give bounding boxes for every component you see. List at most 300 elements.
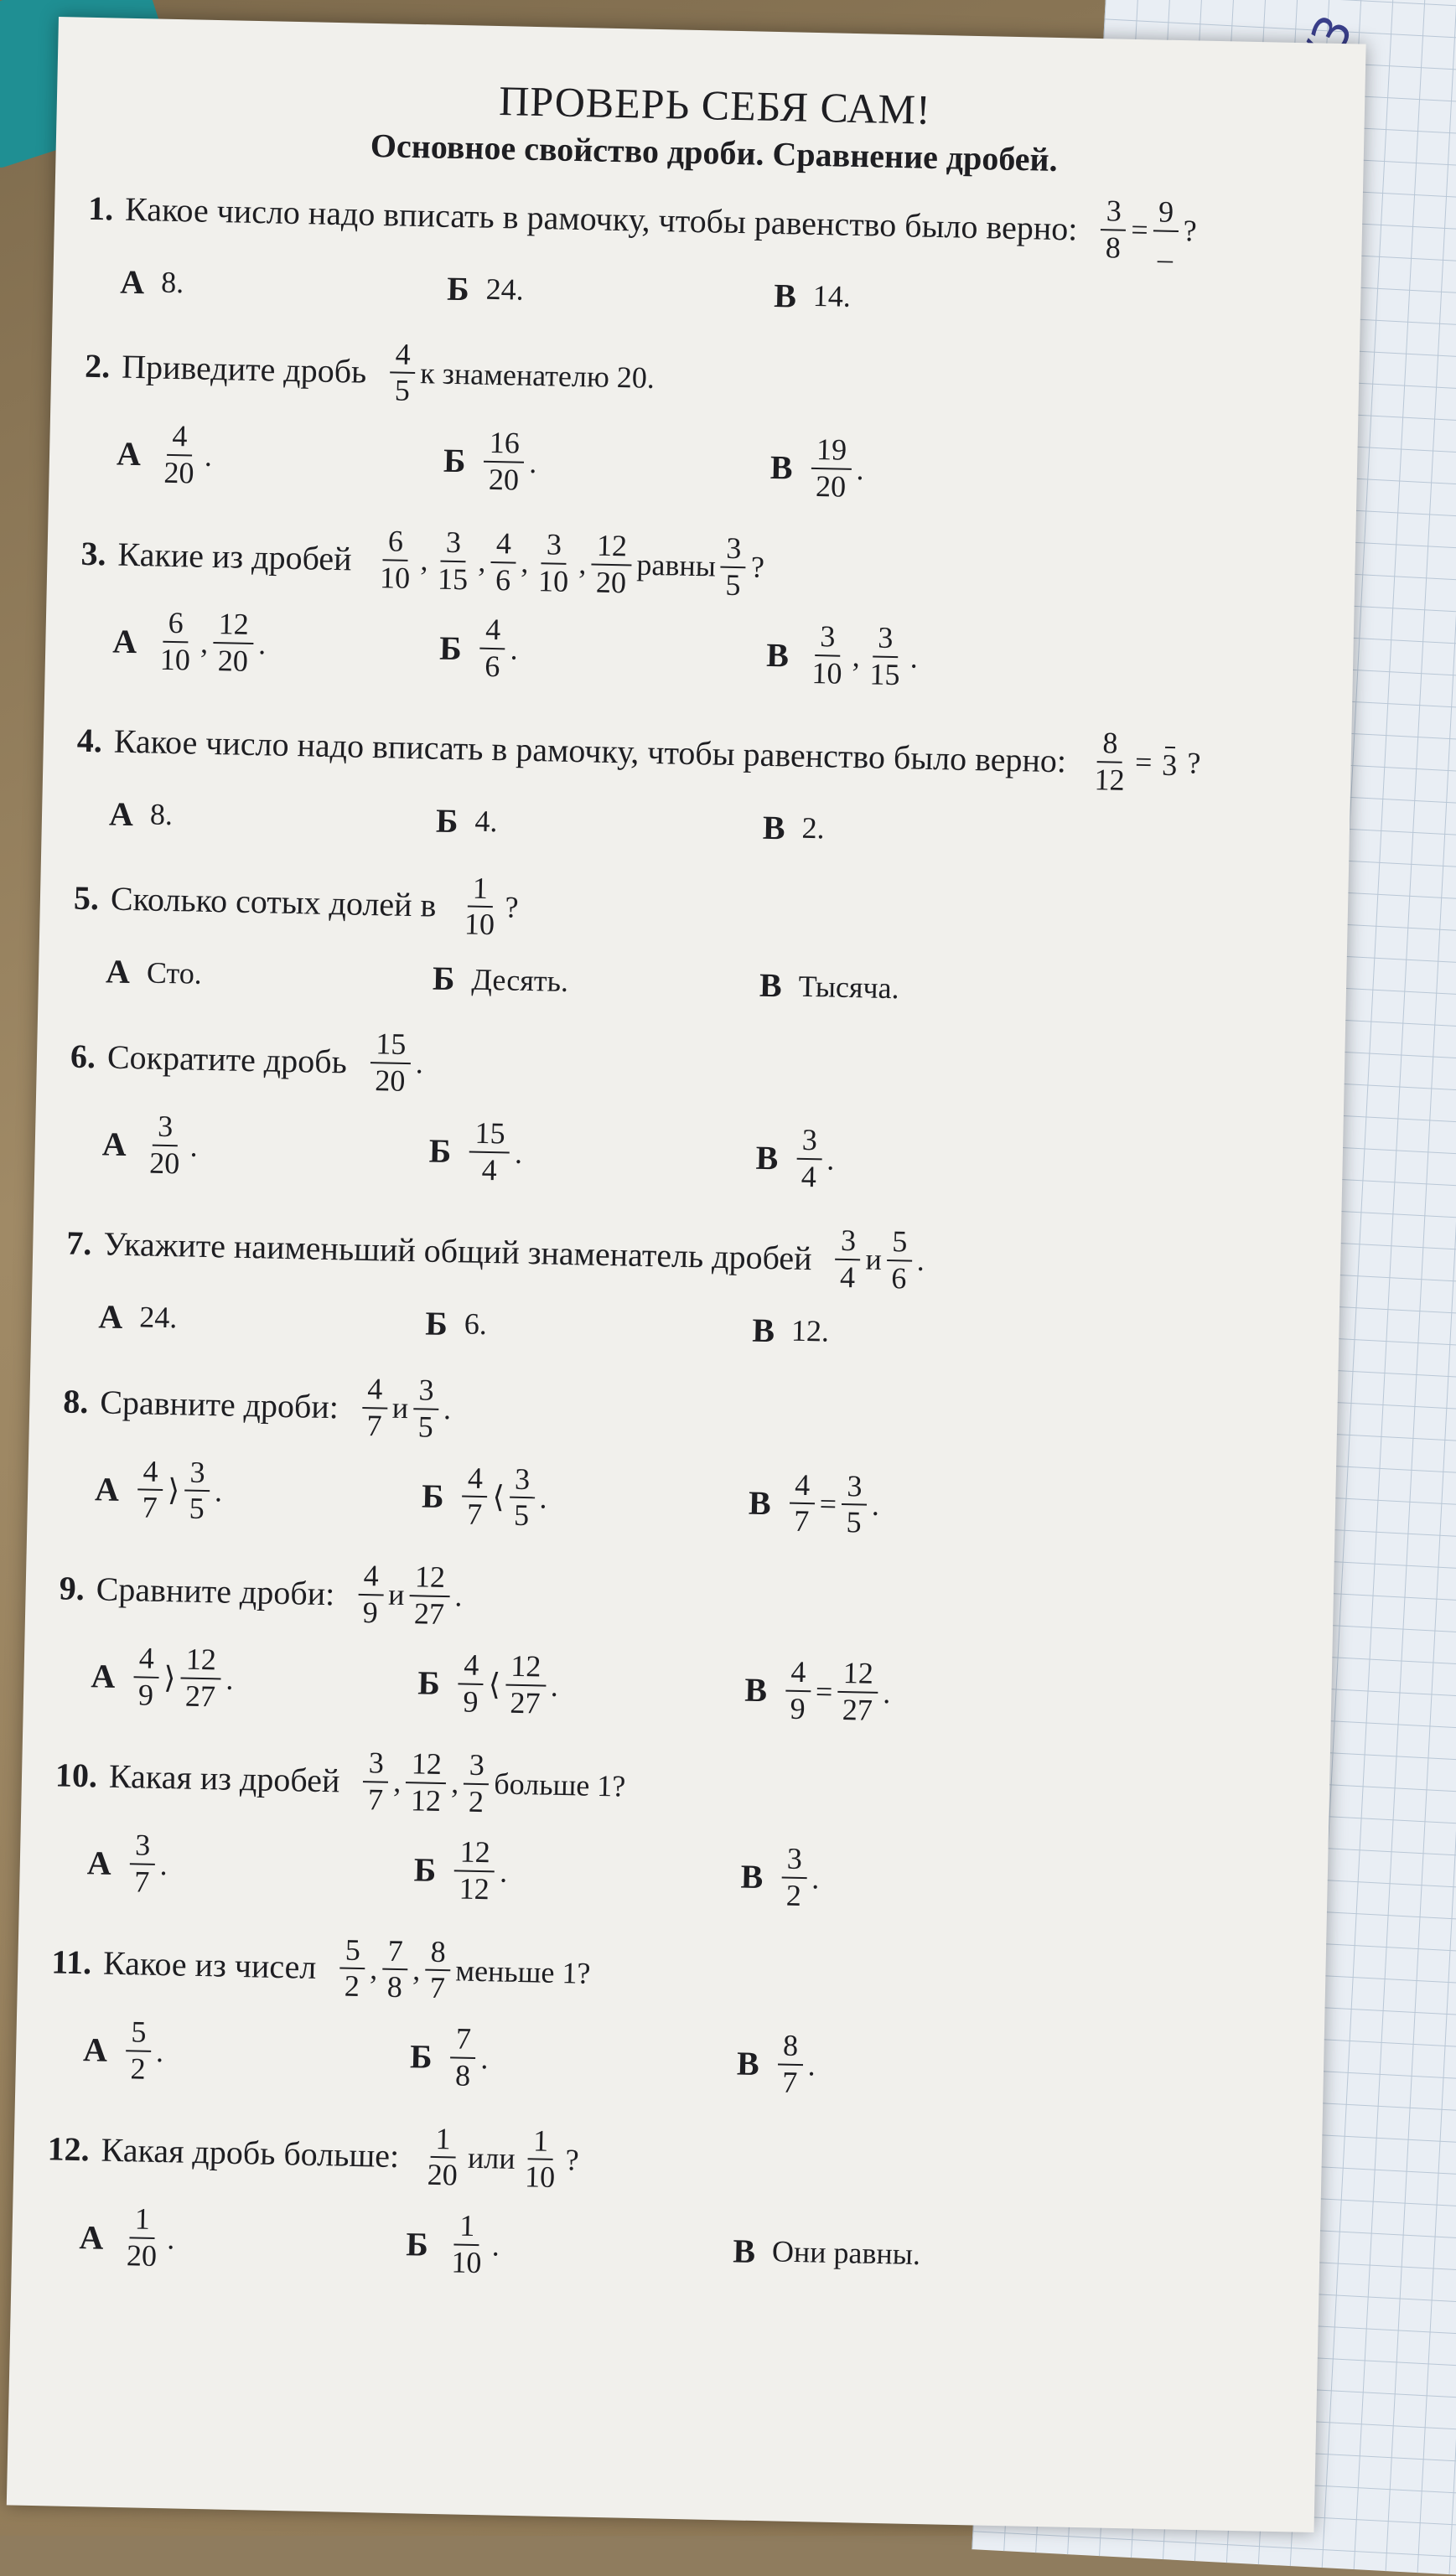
fraction-numerator: 5 xyxy=(339,1934,365,1969)
option-value xyxy=(770,2233,923,2272)
fraction-numerator: 4 xyxy=(362,1373,388,1409)
expression-text: . xyxy=(826,1142,835,1177)
question-line xyxy=(84,332,1334,427)
option-value xyxy=(476,614,521,684)
expression-text: и xyxy=(865,1242,883,1277)
fraction xyxy=(453,1836,495,1906)
expression-text: равны xyxy=(636,547,717,583)
option-letter: Б xyxy=(413,1850,437,1890)
expression-text: , xyxy=(392,1765,402,1799)
expression-text: . xyxy=(480,2041,489,2076)
expression-text: . xyxy=(871,1488,880,1523)
fraction-denominator: 5 xyxy=(189,1491,205,1526)
option-letter: Б xyxy=(405,2224,429,2263)
option-letter: В xyxy=(732,2232,756,2270)
option-value xyxy=(151,608,268,678)
fraction-denominator: 4 xyxy=(801,1159,817,1193)
option-letter: В xyxy=(744,1670,768,1710)
fraction-denominator: 7 xyxy=(781,2065,798,2099)
option-letter: Б xyxy=(438,628,463,667)
fraction xyxy=(375,525,417,595)
question xyxy=(65,1209,1316,1362)
fraction-denominator: 7 xyxy=(429,1971,446,2005)
fraction-denominator: 5 xyxy=(513,1498,530,1533)
answer-options xyxy=(68,1109,1318,1203)
expression-text: , xyxy=(450,1766,459,1800)
expression-text: и xyxy=(391,1390,409,1425)
option-letter: В xyxy=(748,1483,772,1523)
question xyxy=(75,706,1327,859)
answer-options xyxy=(45,2202,1295,2297)
option-letter: В xyxy=(769,448,794,487)
question xyxy=(82,332,1334,513)
fraction-numerator: 4 xyxy=(480,614,506,649)
expression-text: . xyxy=(514,1135,523,1170)
answer-option xyxy=(774,276,1101,322)
fraction-numerator: 1 xyxy=(129,2204,155,2239)
fraction-denominator: 5 xyxy=(394,373,411,408)
question-text: Какие из дробей xyxy=(117,535,353,578)
option-letter: Б xyxy=(435,801,459,840)
fraction xyxy=(720,532,747,601)
option-letter: В xyxy=(773,276,797,315)
fraction-numerator: 12 xyxy=(591,530,632,566)
option-value xyxy=(465,1117,525,1187)
expression-text: 4. xyxy=(474,804,498,839)
expression-text: 2. xyxy=(801,810,826,846)
fraction-denominator: 7 xyxy=(366,1408,382,1443)
fraction-denominator: 9 xyxy=(790,1691,806,1725)
fraction-denominator: 2 xyxy=(344,1968,360,2004)
fraction-denominator: 20 xyxy=(595,565,627,599)
answer-option xyxy=(769,433,1098,509)
fraction xyxy=(180,1643,222,1713)
fraction-numerator: 3 xyxy=(184,1456,210,1492)
option-letter: В xyxy=(765,635,790,675)
question-expression xyxy=(366,1028,426,1098)
question xyxy=(79,519,1331,700)
answer-option xyxy=(443,427,771,502)
fraction xyxy=(158,421,200,490)
worksheet-subtitle: Основное свойство дроби. Сравнение дробей. xyxy=(370,126,1059,178)
fraction xyxy=(361,1373,388,1442)
option-letter: А xyxy=(91,1657,116,1695)
option-letter: А xyxy=(98,1297,123,1336)
expression-text: . xyxy=(166,2222,175,2256)
fraction-numerator: 3 xyxy=(363,1747,389,1782)
fraction xyxy=(406,1748,448,1818)
answer-options xyxy=(82,419,1332,514)
fraction-denominator: 8 xyxy=(454,2058,471,2092)
fraction-denominator: 20 xyxy=(148,1146,180,1180)
fraction-denominator: 10 xyxy=(811,656,842,691)
fraction-numerator: 12 xyxy=(505,1650,547,1686)
fraction-numerator: 3 xyxy=(796,1124,822,1159)
option-value xyxy=(480,427,540,497)
option-value xyxy=(473,804,500,840)
expression-text: = xyxy=(819,1487,837,1522)
fraction-numerator: 4 xyxy=(491,528,517,563)
answer-option xyxy=(406,2210,734,2285)
fraction-numerator: 12 xyxy=(837,1658,878,1694)
fraction-numerator: 3 xyxy=(781,1843,807,1878)
fraction-numerator: 15 xyxy=(370,1028,412,1064)
question-line xyxy=(47,2115,1297,2210)
fraction xyxy=(125,2016,152,2085)
option-letter: А xyxy=(111,622,137,660)
fraction xyxy=(381,1935,408,2004)
fraction-numerator: 4 xyxy=(463,1462,489,1497)
expression-text: ⟨ xyxy=(492,1480,505,1514)
answer-option xyxy=(736,2030,1065,2105)
expression-text: 8. xyxy=(149,797,174,832)
fraction xyxy=(370,1028,412,1098)
expression-text: ? xyxy=(565,2142,580,2177)
answer-option xyxy=(433,959,760,1005)
fraction-denominator: 10 xyxy=(451,2245,482,2280)
answer-option xyxy=(413,1835,742,1911)
expression-text: . xyxy=(811,1861,820,1896)
fraction xyxy=(144,1110,186,1180)
option-value xyxy=(800,810,826,846)
question-line xyxy=(63,1367,1313,1461)
option-letter: Б xyxy=(432,959,455,998)
option-value xyxy=(811,278,852,314)
fraction-numerator: 9 xyxy=(1153,196,1179,231)
fraction xyxy=(777,2030,804,2099)
answer-option xyxy=(120,261,448,308)
fraction-denominator: 10 xyxy=(524,2160,556,2195)
expression-text: . xyxy=(909,640,919,675)
fraction-denominator: 4 xyxy=(839,1260,856,1295)
question-expression xyxy=(456,872,521,942)
answer-options xyxy=(49,2015,1298,2109)
option-letter: Б xyxy=(417,1663,441,1702)
fraction xyxy=(389,339,416,407)
option-value xyxy=(148,797,175,833)
expression-text: Они равны. xyxy=(771,2234,921,2272)
answer-option xyxy=(94,1455,422,1530)
question-number: 7. xyxy=(65,1223,92,1263)
fraction xyxy=(129,1829,156,1898)
fraction xyxy=(212,608,254,678)
expression-text: ? xyxy=(505,889,519,924)
expression-text: . xyxy=(916,1244,925,1278)
expression-text: , xyxy=(412,1952,421,1987)
expression-text: меньше 1? xyxy=(454,1953,591,1990)
worksheet-content xyxy=(44,68,1340,2328)
option-value xyxy=(133,1456,225,1526)
fraction xyxy=(422,2123,464,2192)
answer-option xyxy=(409,2022,738,2098)
fraction-denominator: 27 xyxy=(413,1596,445,1631)
fraction xyxy=(137,1456,163,1524)
fraction-numerator: 6 xyxy=(383,525,409,561)
expression-text: = xyxy=(1134,745,1153,779)
option-letter: Б xyxy=(443,442,466,480)
option-letter: А xyxy=(86,1844,112,1882)
question-line xyxy=(54,1741,1304,1836)
expression-text: . xyxy=(189,1129,199,1163)
fraction-denominator: 20 xyxy=(427,2158,459,2193)
answer-options xyxy=(79,606,1329,701)
expression-text: , xyxy=(420,542,428,577)
fraction-numerator: 4 xyxy=(358,1560,384,1596)
fraction-numerator: 8 xyxy=(425,1936,451,1971)
option-value xyxy=(462,1306,489,1342)
fraction-numerator: 8 xyxy=(778,2030,804,2066)
answer-option xyxy=(425,1303,753,1349)
fraction xyxy=(864,623,906,692)
fraction-numerator: 1 xyxy=(454,2211,480,2246)
fraction-numerator: 19 xyxy=(811,434,852,470)
fraction-numerator: 12 xyxy=(454,1836,495,1872)
question-number: 4. xyxy=(76,721,103,760)
answer-option xyxy=(428,1116,757,1192)
fraction-numerator: 3 xyxy=(153,1110,179,1146)
option-value xyxy=(469,961,570,998)
answer-option xyxy=(421,1461,749,1537)
question-text: Сравните дроби: xyxy=(99,1383,339,1426)
expression-text: 12. xyxy=(790,1314,830,1349)
answer-option xyxy=(82,2015,411,2091)
fraction-numerator: 3 xyxy=(510,1463,536,1498)
fraction xyxy=(795,1124,822,1192)
answer-options xyxy=(65,1296,1314,1361)
fraction xyxy=(412,1374,439,1443)
fraction-denominator: 20 xyxy=(217,644,249,679)
option-value xyxy=(774,2030,818,2100)
expression-text: больше 1? xyxy=(493,1766,626,1803)
expression-text: . xyxy=(491,2228,500,2263)
question-number: 10. xyxy=(54,1756,98,1795)
question-number: 1. xyxy=(87,189,114,228)
answer-option xyxy=(744,1655,1073,1730)
option-value xyxy=(790,1313,832,1349)
fraction xyxy=(133,1642,160,1711)
fraction xyxy=(459,872,501,942)
fraction-denominator: 27 xyxy=(510,1685,541,1720)
fraction-numerator: 3 xyxy=(130,1829,156,1865)
fraction xyxy=(886,1226,913,1295)
fraction xyxy=(789,1469,816,1538)
option-value xyxy=(459,1462,550,1533)
expression-text: . xyxy=(510,632,519,666)
answer-option xyxy=(755,1123,1084,1198)
question-number: 6. xyxy=(70,1037,96,1076)
answer-option xyxy=(86,1829,415,1904)
expression-text: Десять. xyxy=(471,962,569,998)
answer-option xyxy=(447,268,775,314)
fraction xyxy=(484,427,526,497)
fraction xyxy=(458,1649,484,1718)
fraction-numerator: 3 xyxy=(441,526,467,561)
worksheet-title: ПРОВЕРЬ СЕБЯ САМ! xyxy=(498,77,932,133)
option-value xyxy=(807,434,867,504)
fraction-denominator: 27 xyxy=(842,1692,873,1727)
expression-text: = xyxy=(815,1673,833,1709)
expression-text: , xyxy=(478,544,486,578)
question-number: 8. xyxy=(62,1382,89,1420)
expression-text: ? xyxy=(1183,214,1198,248)
question-expression xyxy=(358,1373,453,1444)
fraction xyxy=(837,1655,878,1727)
fraction-denominator: 10 xyxy=(379,560,411,595)
fraction-numerator: 12 xyxy=(180,1643,221,1679)
option-value xyxy=(159,265,186,301)
option-value xyxy=(454,1649,561,1720)
question xyxy=(45,2115,1298,2296)
fraction-numerator: 5 xyxy=(126,2016,152,2051)
question-expression xyxy=(354,1560,464,1631)
option-letter: А xyxy=(105,952,131,991)
fraction-denominator: 7 xyxy=(367,1782,384,1817)
question-text: Какое из чисел xyxy=(102,1943,317,1987)
answer-option xyxy=(759,965,1086,1011)
option-value xyxy=(796,968,901,1006)
fraction-denominator: 27 xyxy=(184,1679,216,1713)
expression-text: ? xyxy=(750,550,765,584)
fraction-denominator: 7 xyxy=(466,1497,483,1532)
option-value xyxy=(155,421,215,490)
option-letter: Б xyxy=(424,1304,448,1342)
fraction-numerator: 8 xyxy=(1097,727,1123,763)
expression-text: . xyxy=(415,1046,424,1080)
fraction xyxy=(409,1561,451,1631)
expression-text: . xyxy=(529,445,537,480)
fraction xyxy=(184,1456,210,1525)
question-line xyxy=(80,519,1330,613)
fraction-numerator: 4 xyxy=(459,1649,484,1684)
fraction-denominator: 10 xyxy=(464,907,495,942)
fraction-numerator: 3 xyxy=(541,529,567,564)
expression-text: 8. xyxy=(160,265,184,300)
fraction-denominator: 8 xyxy=(386,1970,403,2004)
expression-text: , xyxy=(369,1951,378,1985)
question-expression xyxy=(371,525,767,602)
fraction-denominator: 5 xyxy=(846,1505,862,1539)
question xyxy=(60,1367,1313,1548)
question-number: 9. xyxy=(59,1569,85,1607)
fraction xyxy=(450,2023,477,2092)
option-letter: Б xyxy=(446,269,470,308)
question-text: Какое число надо вписать в рамочку, чтобы равенство было верно: xyxy=(124,189,1078,248)
expression-text: или xyxy=(467,2140,516,2175)
fraction-denominator: _ xyxy=(1157,231,1174,266)
fraction xyxy=(811,434,852,504)
question-list xyxy=(45,174,1338,2297)
question-text: Приведите дробь xyxy=(121,348,367,391)
option-letter: Б xyxy=(409,2037,433,2077)
fraction-numerator: 4 xyxy=(137,1456,163,1491)
option-value xyxy=(450,1836,510,1906)
fraction-numerator: 1 xyxy=(467,872,493,908)
option-value xyxy=(781,1656,893,1726)
question-line xyxy=(70,1022,1319,1117)
answer-option xyxy=(79,2202,407,2278)
option-letter: В xyxy=(736,2044,760,2083)
fraction-numerator: 7 xyxy=(382,1935,408,1970)
expression-text: Тысяча. xyxy=(798,969,900,1005)
answer-option xyxy=(436,800,764,846)
question xyxy=(57,1554,1309,1735)
option-value xyxy=(126,1829,170,1899)
question-expression xyxy=(335,1934,593,2008)
fraction xyxy=(490,525,517,597)
answer-options xyxy=(60,1454,1310,1549)
fraction-denominator: 2 xyxy=(785,1878,802,1912)
fraction xyxy=(520,2125,562,2195)
option-letter: А xyxy=(82,2030,108,2070)
fraction xyxy=(509,1463,536,1532)
expression-text: 6. xyxy=(464,1306,488,1342)
question-text: Какое число надо вписать в рамочку, чтобы равенство было верно: xyxy=(113,722,1067,780)
fraction xyxy=(339,1934,365,2003)
fraction-numerator: 4 xyxy=(167,421,193,456)
fraction xyxy=(1101,195,1127,264)
fraction-numerator: 3 xyxy=(873,623,899,658)
fraction-numerator: 6 xyxy=(163,608,189,643)
fraction xyxy=(424,1936,451,2004)
option-value xyxy=(803,621,920,691)
fraction-numerator: 12 xyxy=(406,1748,447,1784)
option-value xyxy=(778,1843,822,1912)
fraction-numerator: 3 xyxy=(836,1225,862,1260)
option-value xyxy=(785,1469,882,1539)
expression-text: . xyxy=(443,1391,452,1426)
question-text: Сократите дробь xyxy=(106,1037,348,1081)
fraction-denominator: 5 xyxy=(417,1410,434,1444)
fraction-denominator: 3 xyxy=(1161,747,1178,782)
expression-text: , xyxy=(199,625,209,660)
question xyxy=(72,864,1324,1016)
fraction-numerator: 15 xyxy=(469,1117,510,1153)
option-value xyxy=(118,2203,178,2273)
fraction-denominator: 6 xyxy=(495,562,511,597)
option-value xyxy=(145,954,205,991)
fraction xyxy=(446,2208,488,2280)
question xyxy=(86,174,1338,327)
fraction-denominator: 15 xyxy=(437,561,469,596)
expression-text: Сто. xyxy=(146,955,203,991)
fraction xyxy=(363,1747,390,1816)
fraction-numerator: 3 xyxy=(413,1374,439,1410)
question-number: 12. xyxy=(47,2129,91,2169)
option-letter: Б xyxy=(421,1477,445,1515)
fraction-denominator: 2 xyxy=(468,1784,484,1819)
fraction-numerator: 3 xyxy=(464,1750,490,1785)
fraction xyxy=(806,621,848,691)
fraction-denominator: 12 xyxy=(459,1871,490,1906)
answer-option xyxy=(98,1296,426,1342)
fraction xyxy=(835,1225,862,1294)
question-expression xyxy=(1097,195,1200,266)
question-expression xyxy=(386,339,656,412)
fraction-denominator: 20 xyxy=(488,462,520,497)
option-value xyxy=(122,2016,166,2086)
fraction xyxy=(433,526,474,596)
answer-option xyxy=(109,794,437,840)
question-expression xyxy=(832,1225,927,1296)
expression-text: , xyxy=(852,639,861,674)
question-expression xyxy=(360,1747,629,1821)
option-letter: В xyxy=(759,965,783,1005)
answer-option xyxy=(733,2231,1060,2277)
fraction-numerator: 3 xyxy=(721,532,747,567)
answer-option xyxy=(765,620,1094,696)
answer-options xyxy=(75,793,1325,858)
answer-options xyxy=(53,1828,1303,1922)
